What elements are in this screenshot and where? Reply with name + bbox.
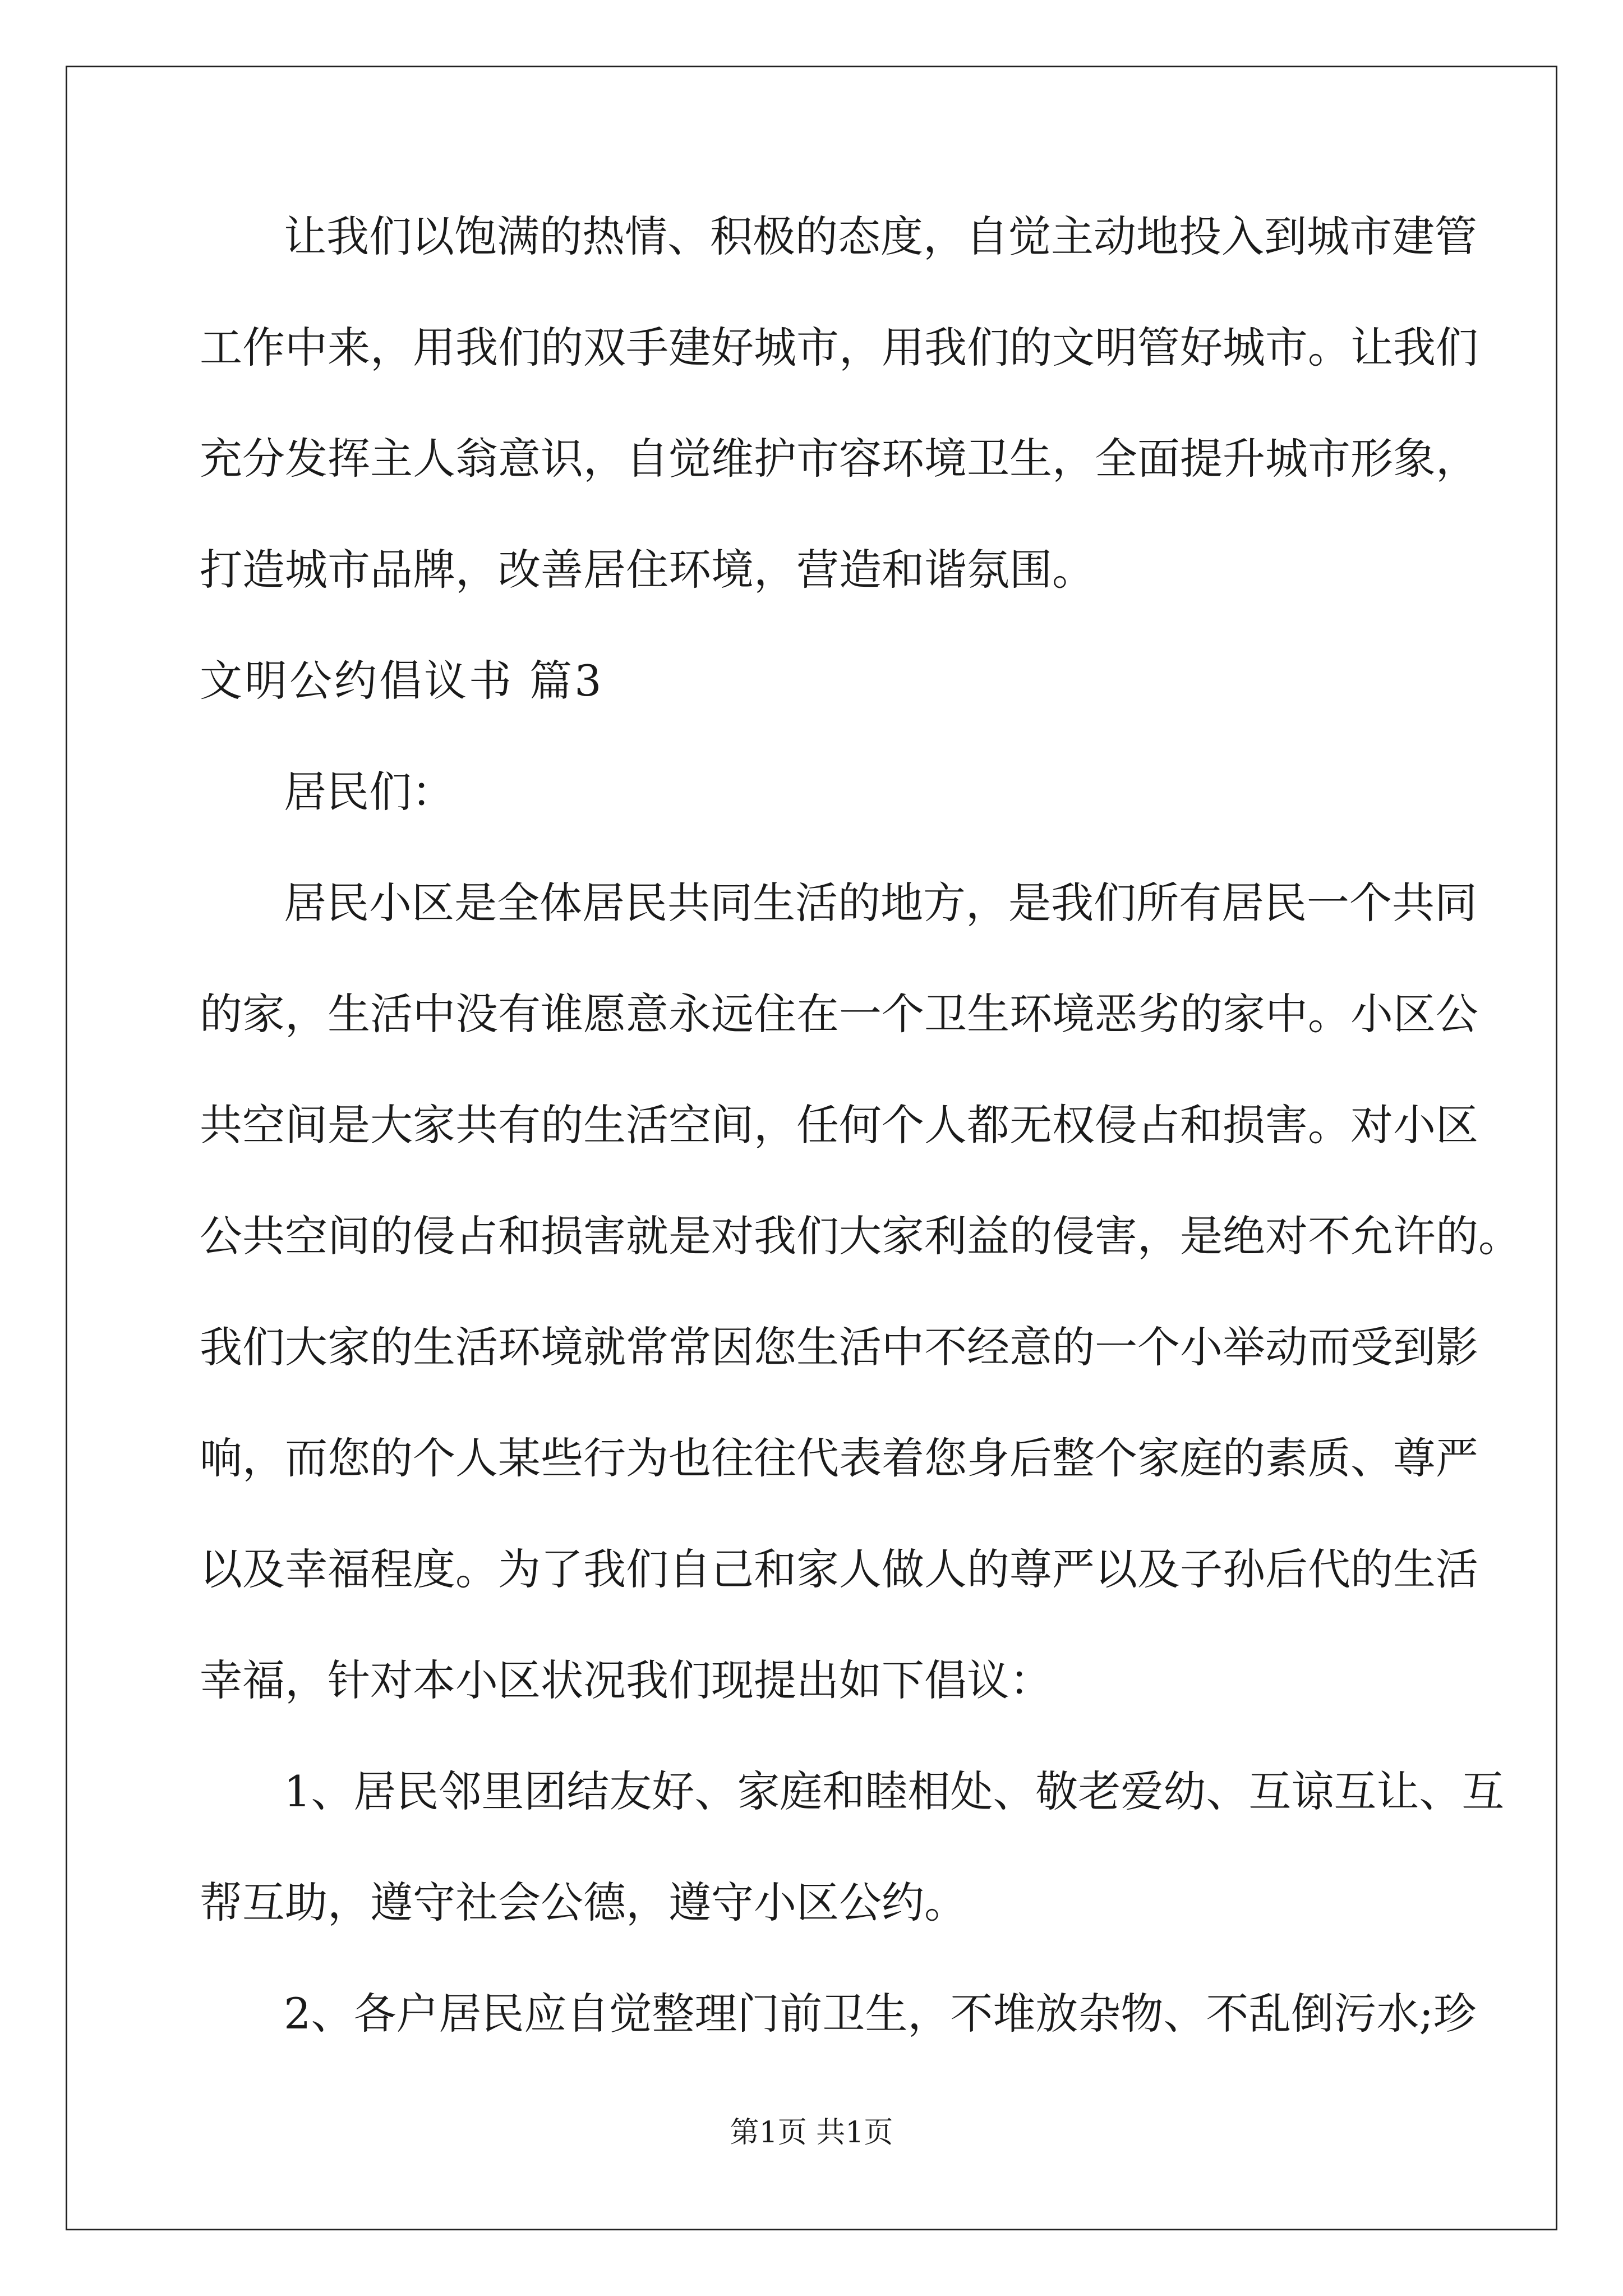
page-footer: 第1页 共1页 [730,2116,893,2150]
text-line: 充分发挥主人翁意识，自觉维护市容环境卫生，全面提升城市形象， [200,434,1478,484]
text-line: 共空间是大家共有的生活空间，任何个人都无权侵占和损害。对小区 [200,1100,1478,1150]
list-item: 1、居民邻里团结友好、家庭和睦相处、敬老爱幼、互谅互让、互 [284,1766,1505,1816]
text-line: 我们大家的生活环境就常常因您生活中不经意的一个小举动而受到影 [200,1322,1478,1372]
section-heading: 文明公约倡议书 篇3 [200,656,604,706]
text-line: 幸福，针对本小区状况我们现提出如下倡议： [200,1655,1052,1705]
text-line: 居民小区是全体居民共同生活的地方，是我们所有居民一个共同 [284,878,1477,928]
document-body [200,208,1521,2096]
text-line: 工作中来，用我们的双手建好城市，用我们的文明管好城市。让我们 [200,323,1478,372]
list-item: 2、各户居民应自觉整理门前卫生，不堆放杂物、不乱倒污水;珍 [284,1989,1476,2039]
text-line: 公共空间的侵占和损害就是对我们大家利益的侵害，是绝对不允许的。 [200,1211,1521,1261]
text-line: 响，而您的个人某些行为也往往代表着您身后整个家庭的素质、尊严 [200,1433,1478,1483]
text-line: 让我们以饱满的热情、积极的态度，自觉主动地投入到城市建管 [284,211,1477,261]
text-line: 的家，生活中没有谁愿意永远住在一个卫生环境恶劣的家中。小区公 [200,989,1478,1039]
salutation: 居民们： [284,767,454,817]
text-line: 打造城市品牌，改善居住环境，营造和谐氛围。 [200,545,1095,595]
text-line: 帮互助，遵守社会公德，遵守小区公约。 [200,1878,967,1927]
text-line: 以及幸福程度。为了我们自己和家人做人的尊严以及子孙后代的生活 [200,1544,1478,1594]
